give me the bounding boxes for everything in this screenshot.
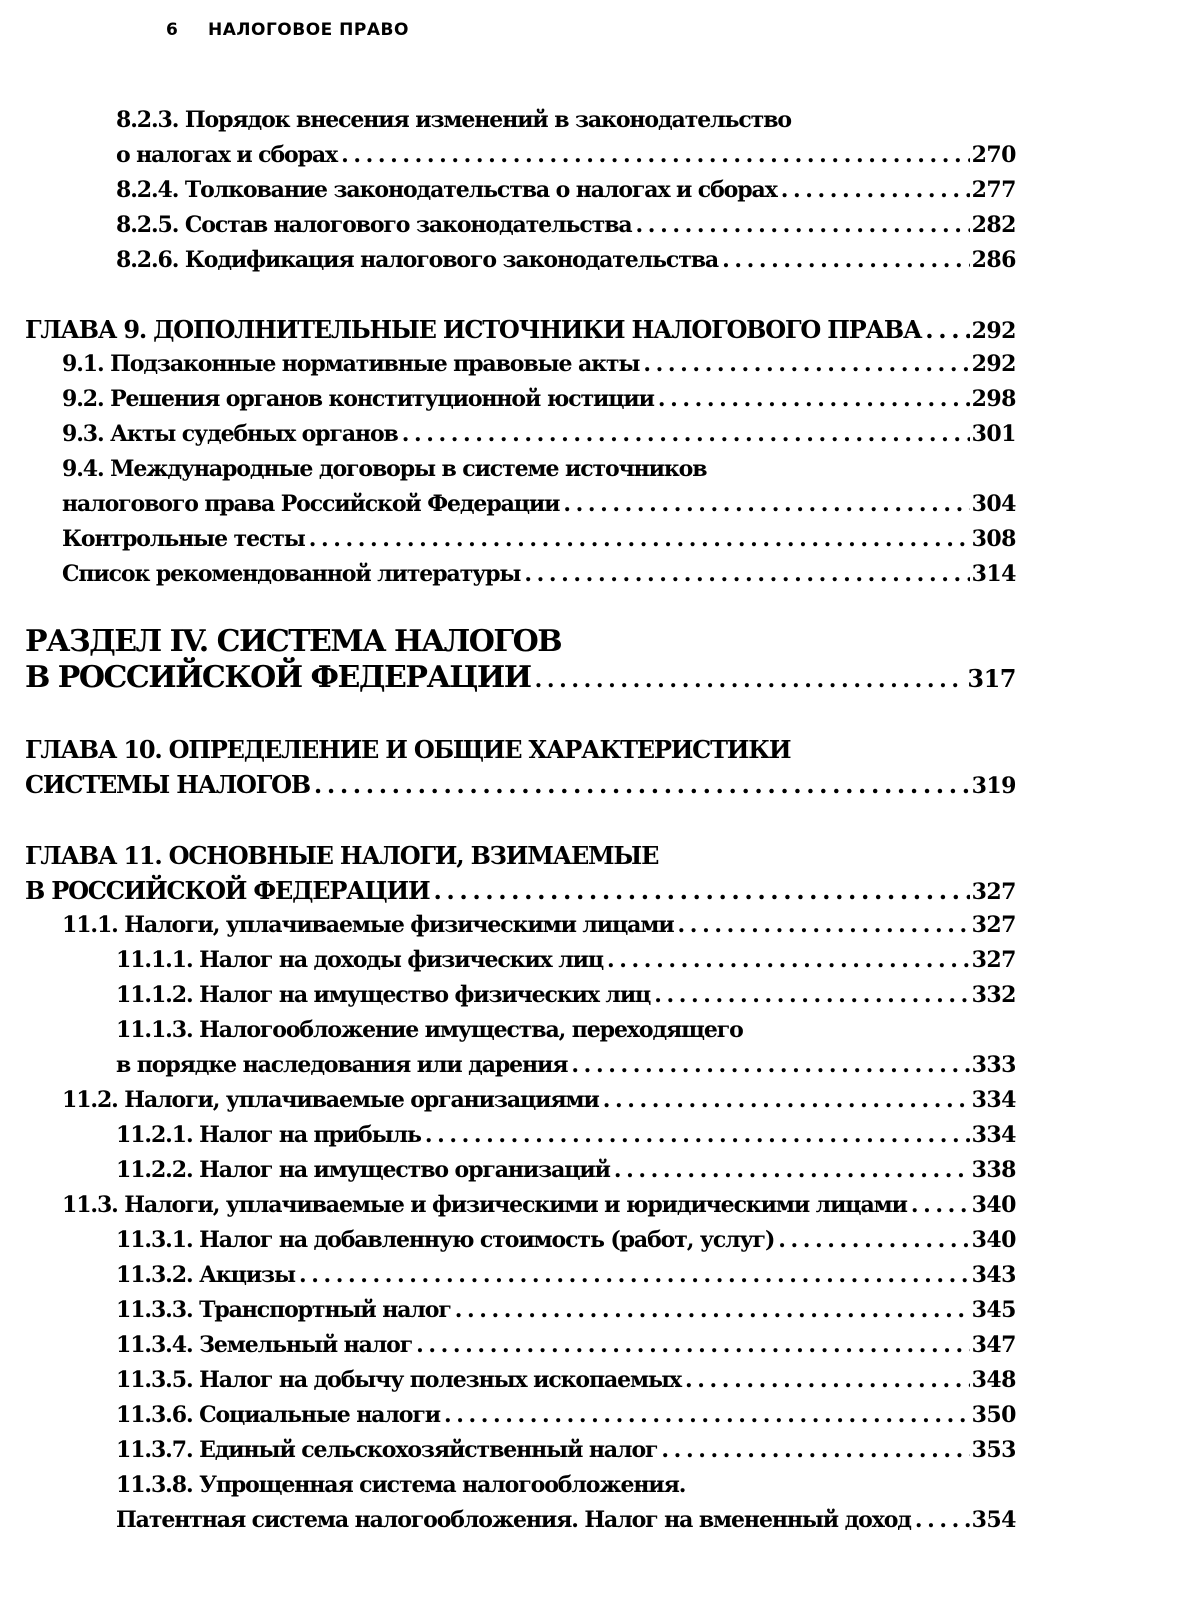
toc-page-number: 334 (971, 1122, 1016, 1148)
toc-page-number: 327 (971, 912, 1016, 938)
dot-leader (781, 173, 970, 208)
toc-chapter-11[interactable] (25, 838, 1016, 908)
toc-entry-title: о налогах и сборах (116, 142, 338, 168)
toc-entry-line: ГЛАВА 11. ОСНОВНЫЕ НАЛОГИ, ВЗИМАЕМЫЕ (25, 841, 659, 870)
toc-entry-title: 11.2.1. Налог на прибыль (116, 1122, 421, 1148)
toc-page-number: 282 (971, 212, 1016, 238)
dot-leader (685, 1363, 970, 1398)
toc-entry-8-2-5[interactable] (116, 208, 1016, 243)
dot-leader (654, 978, 969, 1013)
toc-entry-title: 11.3.5. Налог на добычу полезных ископаемых (116, 1367, 682, 1393)
toc-entry-title: 11.3.7. Единый сельскохозяйственный налог (116, 1437, 658, 1463)
toc-page-number: 340 (971, 1227, 1016, 1253)
dot-leader (603, 1083, 970, 1118)
running-head (166, 20, 409, 40)
toc-entry-title: В РОССИЙСКОЙ ФЕДЕРАЦИИ (25, 876, 430, 905)
dot-leader (524, 557, 969, 592)
toc-entry-line: 8.2.3. Порядок внесения изменений в законодательство (116, 107, 791, 133)
toc-entry-title: ГЛАВА 9. ДОПОЛНИТЕЛЬНЫЕ ИСТОЧНИКИ НАЛОГОВОГО ПРАВА (25, 315, 922, 344)
toc-page-number: 270 (971, 142, 1016, 168)
toc-entry-11-3-2[interactable] (116, 1258, 1016, 1293)
dot-leader (925, 312, 969, 347)
toc-entry-11-2-1[interactable] (116, 1118, 1016, 1153)
toc-entry-title: 9.3. Акты судебных органов (62, 421, 398, 447)
toc-entry-title: 9.1. Подзаконные нормативные правовые акты (62, 351, 640, 377)
toc-entry-8-2-6[interactable] (116, 243, 1016, 278)
toc-entry-title: 11.3.3. Транспортный налог (116, 1297, 451, 1323)
dot-leader (535, 662, 966, 698)
toc-page-number: 308 (971, 526, 1016, 552)
toc-entry-11-3-3[interactable] (116, 1293, 1016, 1328)
dot-leader (416, 1328, 969, 1363)
toc-page-number: 327 (971, 879, 1016, 905)
toc-entry-8-2-4[interactable] (116, 173, 1016, 208)
toc-page-number: 333 (971, 1052, 1016, 1078)
toc-page-number: 348 (971, 1367, 1016, 1393)
dot-leader (607, 943, 970, 978)
toc-entry-title: 11.1.1. Налог на доходы физических лиц (116, 947, 604, 973)
toc-entry-title: налогового права Российской Федерации (62, 491, 560, 517)
dot-leader (299, 1258, 970, 1293)
toc-page-number: 304 (971, 491, 1016, 517)
toc-page-number: 350 (971, 1402, 1016, 1428)
toc-page-number: 334 (971, 1087, 1016, 1113)
toc-entry-title: Контрольные тесты (62, 526, 305, 552)
toc-entry-line: 11.3.8. Упрощенная система налогообложения. (116, 1472, 686, 1498)
toc-entry-11-3-8[interactable] (116, 1468, 1016, 1538)
dot-leader (614, 1153, 970, 1188)
dot-leader (433, 873, 969, 908)
dot-leader (455, 1293, 970, 1328)
toc-page-number: 314 (971, 561, 1016, 587)
dot-leader (643, 347, 969, 382)
toc-section-4[interactable] (25, 624, 1016, 696)
toc-page-number: 292 (971, 351, 1016, 377)
toc-entry-line: 9.4. Международные договоры в системе источников (62, 456, 707, 482)
dot-leader (678, 908, 970, 943)
toc-page-number: 340 (971, 1192, 1016, 1218)
dot-leader (314, 767, 970, 802)
toc-page-number: 332 (971, 982, 1016, 1008)
dot-leader (911, 1188, 970, 1223)
toc-entry-11-3-6[interactable] (116, 1398, 1016, 1433)
toc-page-number: 298 (971, 386, 1016, 412)
toc-entry-11-3[interactable] (62, 1188, 1016, 1223)
dot-leader (778, 1223, 969, 1258)
toc-entry-title: В РОССИЙСКОЙ ФЕДЕРАЦИИ (25, 660, 531, 695)
toc-entry-title: 11.3.6. Социальные налоги (116, 1402, 440, 1428)
toc-entry-11-1-3[interactable] (116, 1013, 1016, 1083)
toc-page-number: 347 (971, 1332, 1016, 1358)
toc-entry-9-2[interactable] (62, 382, 1016, 417)
toc-page-number: 319 (971, 773, 1016, 799)
toc-entry-title: 11.2.2. Налог на имущество организаций (116, 1157, 610, 1183)
toc-page-number: 301 (971, 421, 1016, 447)
toc-entry-11-3-1[interactable] (116, 1223, 1016, 1258)
toc-chapter-10[interactable] (25, 732, 1016, 802)
toc-chapter-9[interactable] (25, 312, 1016, 347)
toc-entry-9-4[interactable] (62, 452, 1016, 522)
toc-entry-11-1[interactable] (62, 908, 1016, 943)
toc-entry-8-2-3[interactable] (116, 103, 1016, 173)
page-number: 6 (166, 20, 179, 40)
dot-leader (658, 382, 970, 417)
toc-entry-title: 11.3.1. Налог на добавленную стоимость (работ, услуг) (116, 1227, 775, 1253)
toc-entry-title: в порядке наследования или дарения (116, 1052, 568, 1078)
toc-entry-11-3-7[interactable] (116, 1433, 1016, 1468)
running-title: НАЛОГОВОЕ ПРАВО (208, 20, 409, 40)
toc-page-number: 354 (971, 1507, 1016, 1533)
toc-entry-11-3-5[interactable] (116, 1363, 1016, 1398)
toc-page-number: 338 (971, 1157, 1016, 1183)
toc-entry-title: 8.2.6. Кодификация налогового законодательства (116, 247, 719, 273)
dot-leader (636, 208, 970, 243)
toc-entry-9-1[interactable] (62, 347, 1016, 382)
toc-entry-title: 11.2. Налоги, уплачиваемые организациями (62, 1087, 599, 1113)
dot-leader (722, 243, 969, 278)
toc-page-number: 353 (971, 1437, 1016, 1463)
dot-leader (341, 138, 970, 173)
toc-page-number: 327 (971, 947, 1016, 973)
dot-leader (571, 1048, 969, 1083)
toc-entry-11-1-1[interactable] (116, 943, 1016, 978)
toc-entry-title: 11.1. Налоги, уплачиваемые физическими лицами (62, 912, 674, 938)
dot-leader (402, 417, 970, 452)
toc-entry-line: 11.1.3. Налогообложение имущества, переходящего (116, 1017, 743, 1043)
dot-leader (444, 1398, 970, 1433)
toc-entry-9-3[interactable] (62, 417, 1016, 452)
toc-entry-title: Список рекомендованной литературы (62, 561, 521, 587)
toc-page-number: 277 (971, 177, 1016, 203)
dot-leader (661, 1433, 969, 1468)
toc-entry-title: 9.2. Решения органов конституционной юстиции (62, 386, 654, 412)
toc-entry-title: 11.3. Налоги, уплачиваемые и физическими и юридическими лицами (62, 1192, 907, 1218)
toc-entry-literature[interactable] (62, 557, 1016, 592)
toc-page-number: 345 (971, 1297, 1016, 1323)
dot-leader (425, 1118, 970, 1153)
toc-entry-11-1-2[interactable] (116, 978, 1016, 1013)
toc-page-number: 317 (967, 664, 1016, 693)
dot-leader (563, 487, 969, 522)
toc-entry-title: Патентная система налогообложения. Налог на вмененный доход (116, 1507, 911, 1533)
toc-page-number: 343 (971, 1262, 1016, 1288)
toc-entry-11-2-2[interactable] (116, 1153, 1016, 1188)
toc-entry-line: РАЗДЕЛ IV. СИСТЕМА НАЛОГОВ (25, 624, 562, 659)
toc-entry-tests[interactable] (62, 522, 1016, 557)
toc-entry-line: ГЛАВА 10. ОПРЕДЕЛЕНИЕ И ОБЩИЕ ХАРАКТЕРИСТИКИ (25, 735, 791, 764)
toc-entry-11-3-4[interactable] (116, 1328, 1016, 1363)
toc-entry-title: 8.2.5. Состав налогового законодательства (116, 212, 632, 238)
toc-entry-title: 11.3.2. Акцизы (116, 1262, 295, 1288)
toc-entry-11-2[interactable] (62, 1083, 1016, 1118)
dot-leader (309, 522, 970, 557)
toc-entry-title: СИСТЕМЫ НАЛОГОВ (25, 770, 310, 799)
toc-page-number: 292 (971, 318, 1016, 344)
toc-entry-title: 8.2.4. Толкование законодательства о налогах и сборах (116, 177, 777, 203)
dot-leader (915, 1503, 970, 1538)
toc-entry-title: 11.3.4. Земельный налог (116, 1332, 413, 1358)
toc-entry-title: 11.1.2. Налог на имущество физических лиц (116, 982, 651, 1008)
toc-page-number: 286 (971, 247, 1016, 273)
